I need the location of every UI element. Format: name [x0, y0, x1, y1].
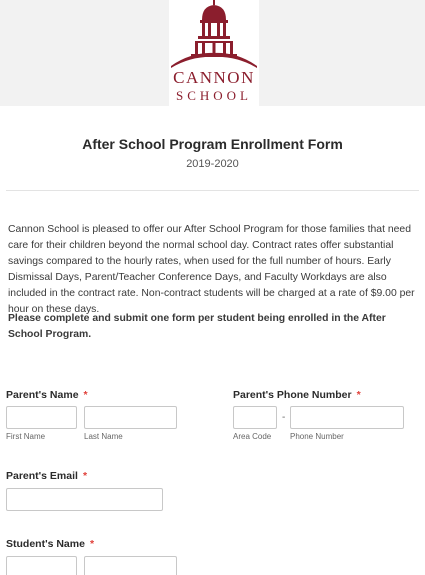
parent-phone-label-text: Parent's Phone Number	[233, 389, 352, 401]
required-marker: *	[356, 389, 361, 401]
phone-number-input[interactable]	[290, 406, 404, 429]
last-name-sublabel: Last Name	[84, 432, 123, 441]
student-name-label	[6, 538, 94, 550]
required-marker: *	[89, 538, 95, 550]
logo-wordmark-line1: CANNON	[173, 68, 255, 87]
school-logo	[169, 0, 259, 106]
student-last-name-input[interactable]	[84, 556, 177, 575]
form-title: After School Program Enrollment Form	[82, 136, 343, 152]
parent-name-label-text: Parent's Name	[6, 389, 79, 401]
parent-first-name-input[interactable]	[6, 406, 77, 429]
submission-notice: Please complete and submit one form per student being enrolled in the After School Program.	[8, 313, 386, 340]
student-name-label-text: Student's Name	[6, 538, 85, 550]
area-code-input[interactable]	[233, 406, 277, 429]
required-marker: *	[82, 470, 88, 482]
required-marker: *	[83, 389, 88, 401]
parent-email-label	[6, 470, 87, 482]
header-divider	[6, 190, 419, 191]
phone-number-sublabel: Phone Number	[290, 432, 344, 441]
intro-paragraph: Cannon School is pleased to offer our After School Program for those families that need care for their children beyond the normal school day. Contract rates offer substantial savings compared to the hourly rates, when used for the full number of hours. Early Dismissal Days, Parent/Teacher Conference Days, and Faculty Workdays are also included in the contract rate. Non-contract students will be charged at a rate of $9.00 per hour on these days.	[8, 224, 415, 315]
area-code-sublabel: Area Code	[233, 432, 272, 441]
phone-separator: -	[282, 412, 286, 423]
logo-wordmark-line2: SCHOOL	[175, 88, 252, 103]
first-name-sublabel: First Name	[6, 432, 46, 441]
student-first-name-input[interactable]	[6, 556, 77, 575]
parent-name-label	[6, 389, 88, 401]
form-subtitle: 2019-2020	[186, 158, 239, 170]
parent-phone-label	[233, 389, 361, 401]
parent-email-input[interactable]	[6, 488, 163, 511]
cupola-icon	[169, 0, 259, 72]
parent-last-name-input[interactable]	[84, 406, 177, 429]
parent-email-label-text: Parent's Email	[6, 470, 78, 482]
